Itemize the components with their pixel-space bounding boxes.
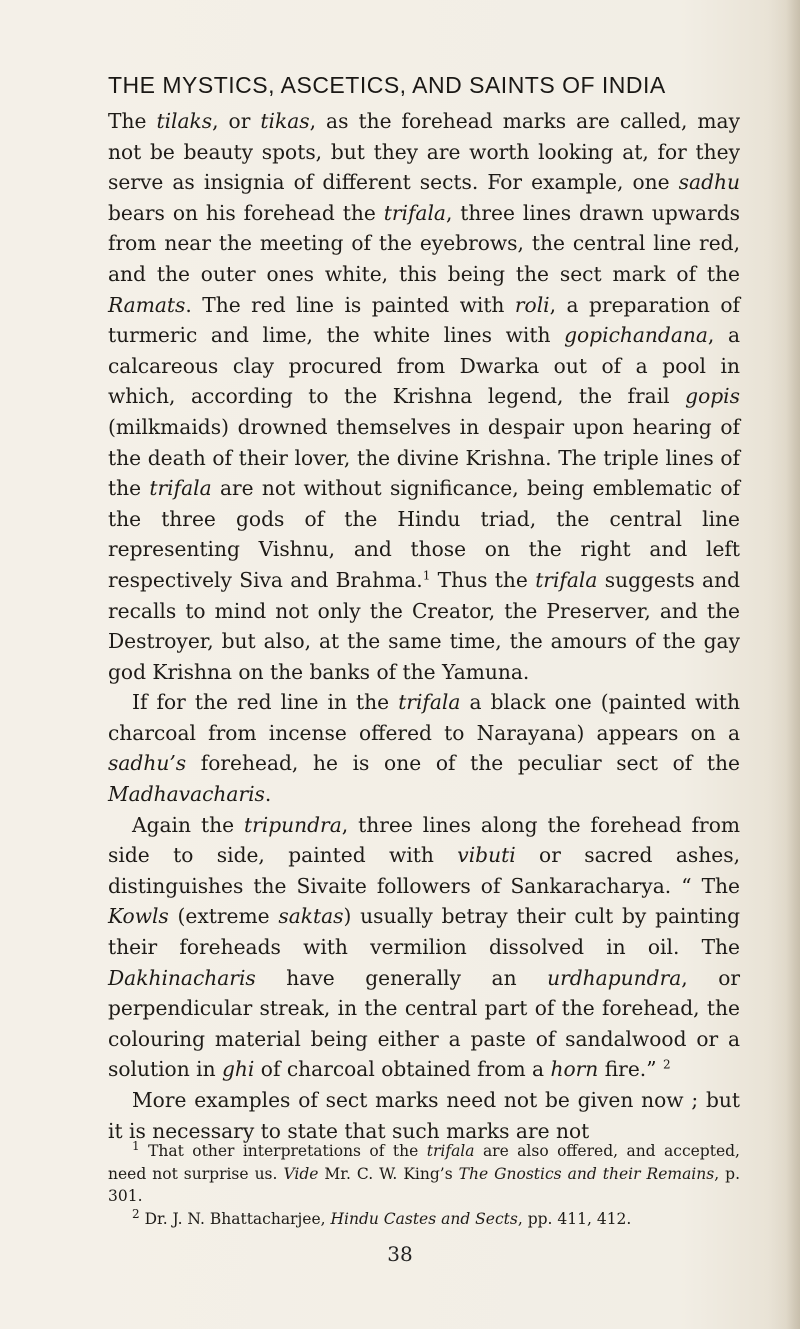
paragraph: [108, 106, 740, 687]
paragraph-text: The: [108, 109, 157, 133]
paragraph-text: forehead, he is one of the peculiar sect of the: [186, 751, 740, 776]
italic-term: ghi: [222, 1057, 255, 1082]
italic-term: trifala: [398, 690, 461, 715]
footnote-text: Dr. J. N. Bhattacharjee,: [139, 1209, 331, 1228]
paragraph-text: , three lines drawn upwards from near the meeting of the eyebrows, the central line red, and the outer ones white, this being the sect mark of the: [108, 200, 740, 286]
paragraph-text: .: [264, 782, 272, 807]
page-edge-shadow: [786, 0, 800, 1329]
footnotes: [108, 1140, 740, 1230]
footnote-ref: 1: [422, 568, 431, 583]
page-number: 38: [387, 1242, 413, 1266]
paragraph-text: bears on his forehead the: [108, 200, 384, 225]
paragraph-text: a black one (painted with charcoal from incense offered to Narayana) appears on a: [108, 690, 740, 745]
paragraph-text: (milkmaids) drowned themselves in despair upon hearing of the death of their lover, the divine Krishna. The triple lines of the: [108, 414, 740, 501]
italic-term: Kowls: [108, 904, 169, 929]
italic-term: horn: [550, 1057, 599, 1082]
footnote-ref: 1: [132, 1138, 140, 1153]
paragraph-text: suggests and recalls to mind not only the Creator, the Preserver, and the Destroyer, but also, at the same time, the amours of the gay god Krishna on the banks of the Yamuna.: [108, 567, 740, 684]
paragraph-text: , as the forehead marks are called, may not be beauty spots, but they are worth looking at, for they serve as insignia of different sects. For example, one: [108, 109, 740, 195]
footnote-text: Mr. C. W. King’s: [318, 1164, 459, 1183]
footnote-text: , p. 301.: [108, 1164, 740, 1205]
paragraph: [108, 1085, 740, 1146]
italic-term: trifala: [535, 567, 598, 592]
paragraph-text: fire.”: [598, 1057, 663, 1082]
footnote-text: , pp. 411, 412.: [517, 1209, 632, 1228]
paragraph-text: If for the red line in the: [132, 690, 399, 715]
italic-term: gopis: [685, 384, 740, 409]
running-head: THE MYSTICS, ASCETICS, AND SAINTS OF INDIA: [108, 72, 666, 98]
footnote: [108, 1140, 740, 1208]
italic-term: Dakhinacharis: [108, 965, 256, 990]
italic-term: roli: [514, 292, 550, 317]
paragraph-text: , a calcareous clay procured from Dwarka out of a pool in which, according to the Krishna legend, the frail: [108, 323, 741, 409]
italic-term: tilaks: [156, 109, 213, 133]
italic-term: gopichandana: [564, 323, 708, 348]
paragraph-text: . The red line is painted with: [185, 292, 515, 317]
italic-term: trifala: [149, 476, 212, 501]
body-text: [108, 106, 740, 1146]
italic-term: Ramats: [108, 292, 186, 317]
paragraph-text: or sacred ashes, distinguishes the Sivaite followers of Sankaracharya. “ The: [108, 843, 740, 898]
italic-term: saktas: [278, 904, 344, 929]
paragraph-text: have generally an: [255, 965, 548, 990]
paragraph-text: , three lines along the forehead from side to side, painted with: [108, 812, 740, 868]
footnote-text: That other interpretations of the: [139, 1142, 427, 1160]
italic-term: sadhu: [678, 170, 740, 195]
paragraph-text: are not without significance, being emblematic of the three gods of the Hindu triad, the central line representing Vishnu, and those on the right and left respectively Siva and Brahma.: [108, 476, 740, 592]
italic-term: The Gnostics and their Remains: [458, 1164, 715, 1183]
italic-term: Vide: [283, 1164, 319, 1183]
paragraph-text: (extreme: [168, 904, 279, 929]
paragraph-text: More examples of sect marks need not be given now ; but it is necessary to state that such marks are not: [108, 1088, 740, 1143]
italic-term: trifala: [426, 1142, 475, 1160]
paragraph-text: Again the: [132, 812, 244, 837]
paragraph-text: , a preparation of turmeric and lime, the white lines with: [108, 292, 740, 348]
italic-term: Hindu Castes and Sects: [330, 1209, 518, 1228]
italic-term: urdhapundra: [547, 965, 682, 990]
italic-term: tripundra: [243, 812, 342, 837]
footnote-text: are also offered, and accepted, need not surprise us.: [108, 1142, 740, 1183]
footnote-ref: 2: [662, 1057, 671, 1072]
italic-term: Madhavacharis: [108, 782, 265, 807]
footnote: [108, 1208, 740, 1231]
italic-term: tikas: [260, 109, 310, 133]
paragraph-text: ) usually betray their cult by painting their foreheads with vermilion dissolved in oil. The: [108, 904, 741, 960]
paragraph-text: of charcoal obtained from a: [254, 1057, 551, 1082]
paragraph-text: , or: [212, 109, 261, 133]
paragraph-text: , or perpendicular streak, in the central part of the forehead, the colouring material being either a paste of sandalwood or a solution in: [108, 965, 741, 1082]
footnote-ref: 2: [132, 1206, 140, 1221]
paragraph: [108, 810, 740, 1085]
italic-term: trifala: [383, 200, 446, 225]
paragraph-text: Thus the: [430, 567, 536, 592]
italic-term: vibuti: [457, 843, 516, 868]
italic-term: sadhu’s: [108, 751, 187, 776]
paragraph: [108, 687, 740, 809]
